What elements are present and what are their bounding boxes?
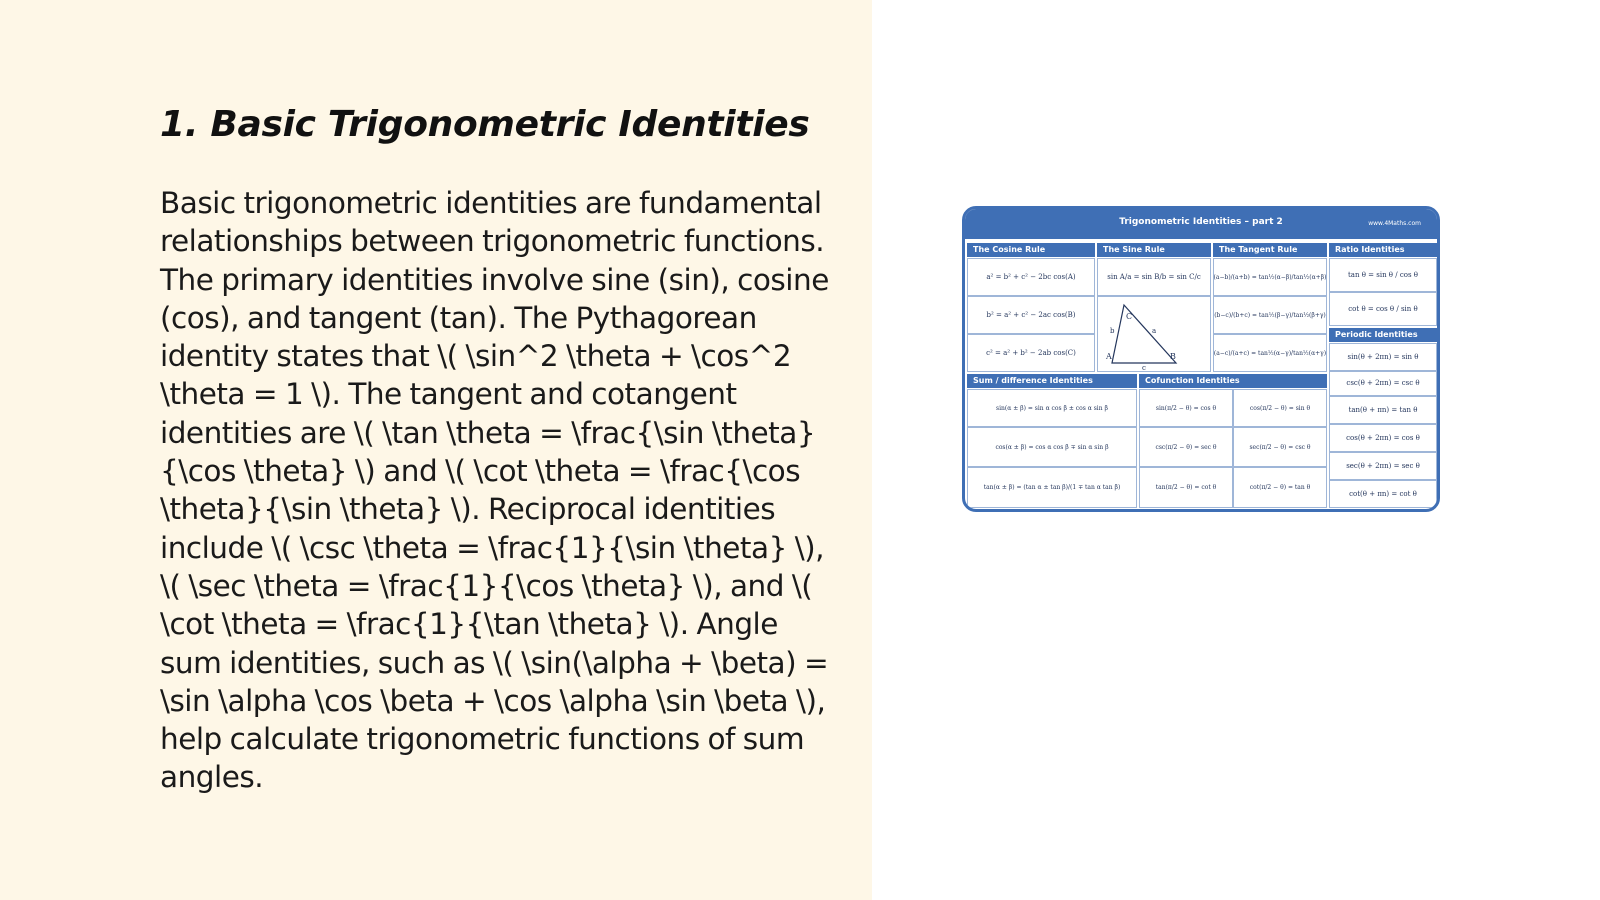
periodic-csc: csc(θ + 2πn) = csc θ: [1329, 371, 1437, 396]
periodic-cot: cot(θ + πn) = cot θ: [1329, 480, 1437, 508]
cofunction-cos: cos(π/2 − θ) = sin θ: [1233, 389, 1327, 427]
vertex-label-a: A: [1106, 352, 1112, 361]
periodic-tan: tan(θ + πn) = tan θ: [1329, 396, 1437, 424]
sheet-title: Trigonometric Identities – part 2: [1119, 217, 1283, 227]
side-label-a: a: [1152, 327, 1157, 335]
sum-diff-tan: tan(α ± β) = (tan α ± tan β)/(1 ∓ tan α tan β): [967, 467, 1137, 508]
tangent-rule-1: (a−b)/(a+b) = tan½(α−β)/tan½(α+β): [1213, 258, 1327, 296]
identities-cheat-sheet-image: [962, 206, 1440, 512]
sum-difference-heading: Sum / difference Identities: [967, 374, 1137, 388]
cofunction-heading: Cofunction Identities: [1139, 374, 1327, 388]
sum-diff-sin: sin(α ± β) = sin α cos β ± cos α sin β: [967, 389, 1137, 427]
cosine-rule-b: b² = a² + c² − 2ac cos(B): [967, 296, 1095, 334]
cosine-rule-c: c² = a² + b² − 2ab cos(C): [967, 334, 1095, 372]
ratio-identities-heading: Ratio Identities: [1329, 243, 1437, 257]
vertex-label-c: C: [1126, 312, 1133, 321]
periodic-sec: sec(θ + 2πn) = sec θ: [1329, 452, 1437, 480]
tangent-rule-heading: The Tangent Rule: [1213, 243, 1327, 257]
ratio-cot: cot θ = cos θ / sin θ: [1329, 292, 1437, 326]
slide-body-text: Basic trigonometric identities are fundamental relationships between trigonometric functions. The primary identities involve sine (sin), cosine (cos), and tangent (tan). The Pythagorean identity states that \( \sin^2 \theta + \cos^2 \theta = 1 \). The tangent and cotangent identities are \( \tan \theta = \frac{\sin \theta}{\cos \theta} \) and \( \cot \theta = \frac{\cos \theta}{\sin \theta} \). Reciprocal identities include \( \csc \theta = \frac{1}{\sin \theta} \), \( \sec \theta = \frac{1}{\cos \theta} \), and \( \cot \theta = \frac{1}{\tan \theta} \). Angle sum identities, such as \( \sin(\alpha + \beta) = \sin \alpha \cos \beta + \cos \alpha \sin \beta \), help calculate trigonometric functions of sum angles.: [160, 186, 829, 795]
cofunction-sin: sin(π/2 − θ) = cos θ: [1139, 389, 1233, 427]
sine-rule-heading: The Sine Rule: [1097, 243, 1211, 257]
cofunction-csc: csc(π/2 − θ) = sec θ: [1139, 427, 1233, 467]
cofunction-cot: cot(π/2 − θ) = tan θ: [1233, 467, 1327, 508]
tangent-rule-2: (b−c)/(b+c) = tan½(β−γ)/tan½(β+γ): [1213, 296, 1327, 334]
periodic-cos: cos(θ + 2πn) = cos θ: [1329, 424, 1437, 452]
periodic-sin: sin(θ + 2πn) = sin θ: [1329, 343, 1437, 371]
sine-rule-triangle-cell: [1097, 296, 1211, 372]
sheet-url: www.4Maths.com: [1368, 220, 1421, 227]
triangle-diagram: [1098, 297, 1210, 371]
sum-diff-cos: cos(α ± β) = cos α cos β ∓ sin α sin β: [967, 427, 1137, 467]
cofunction-tan: tan(π/2 − θ) = cot θ: [1139, 467, 1233, 508]
side-label-c: c: [1142, 364, 1146, 371]
periodic-identities-heading: Periodic Identities: [1329, 328, 1437, 342]
sine-rule-formula: sin A/a = sin B/b = sin C/c: [1097, 258, 1211, 296]
side-label-b: b: [1110, 327, 1115, 335]
slide-title: 1. Basic Trigonometric Identities: [160, 104, 810, 145]
cosine-rule-heading: The Cosine Rule: [967, 243, 1095, 257]
sheet-title-bar: [965, 209, 1437, 239]
tangent-rule-3: (a−c)/(a+c) = tan½(α−γ)/tan½(α+γ): [1213, 334, 1327, 372]
ratio-tan: tan θ = sin θ / cos θ: [1329, 258, 1437, 292]
cofunction-sec: sec(π/2 − θ) = csc θ: [1233, 427, 1327, 467]
vertex-label-b: B: [1170, 352, 1176, 361]
cosine-rule-a: a² = b² + c² − 2bc cos(A): [967, 258, 1095, 296]
